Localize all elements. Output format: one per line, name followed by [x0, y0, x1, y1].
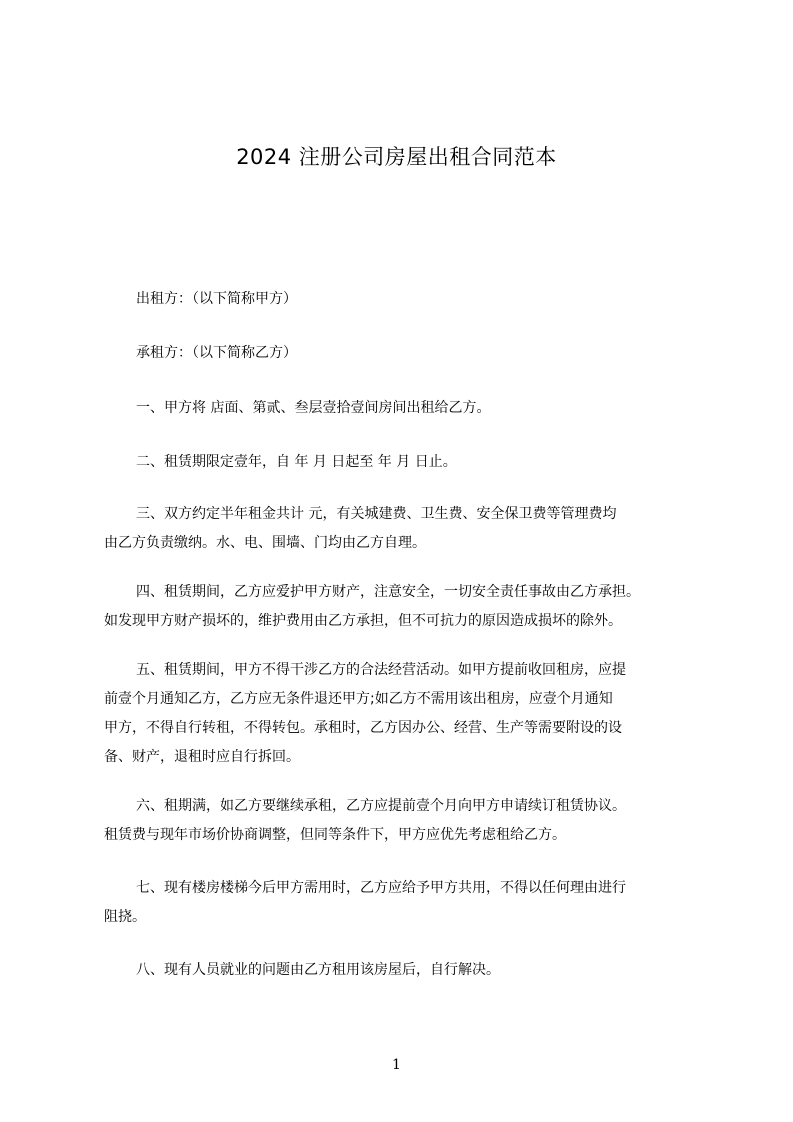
clause-1: 一、甲方将 店面、第贰、叁层壹拾壹间房间出租给乙方。 [136, 400, 491, 416]
lessor-line: 出租方：（以下简称甲方） [136, 291, 297, 307]
lessee-line: 承租方：（以下简称乙方） [136, 345, 297, 361]
clause-4: 四、租赁期间，乙方应爱护甲方财产，注意安全，一切安全责任事故由乙方承担。 如发现甲方财产损坏的，维护费用由乙方承担，但不可抗力的原因造成损坏的除外。 [104, 584, 640, 629]
clause-3: 三、双方约定半年租金共计 元，有关城建费、卫生费、安全保卫费等管理费均 由乙方负责缴纳。水、电、围墙、门均由乙方自理。 [104, 506, 617, 551]
clause-7: 七、现有楼房楼梯今后甲方需用时，乙方应给予甲方共用，不得以任何理由进行 阻挠。 [104, 880, 626, 925]
clause-8: 八、现有人员就业的问题由乙方租用该房屋后，自行解决。 [136, 962, 500, 978]
page-number: 1 [392, 1057, 401, 1073]
clause-2: 二、租赁期限定壹年，自 年 月 日起至 年 月 日止。 [136, 454, 457, 470]
clause-5: 五、租赁期间，甲方不得干涉乙方的合法经营活动。如甲方提前收回租房，应提 前壹个月通知乙方，乙方应无条件退还甲方;如乙方不需用该出租房，应壹个月通知 甲方，不得自行转租，不得转包。承租时，乙方因办公、经营、生产等需要附设的设 备、财产，退租时应自行拆回。 [104, 662, 626, 765]
document-title: 2024 注册公司房屋出租合同范本 [236, 145, 557, 169]
clause-6: 六、租期满，如乙方要继续承租，乙方应提前壹个月向甲方申请续订租赁协议。 租赁费与现年市场价协商调整，但同等条件下，甲方应优先考虑租给乙方。 [104, 798, 626, 843]
